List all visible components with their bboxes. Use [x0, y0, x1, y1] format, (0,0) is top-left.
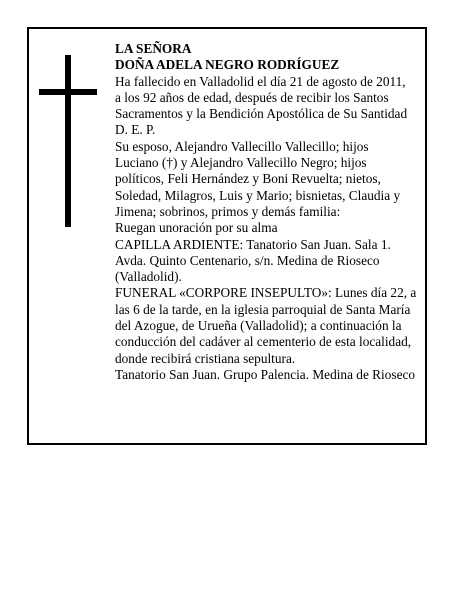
notice-body-line: conducción del cadáver al cementerio de esta localidad,	[115, 334, 412, 350]
notice-title-line: LA SEÑORA	[115, 41, 192, 56]
notice-text	[115, 41, 430, 383]
notice-body-line: a los 92 años de edad, después de recibir los Santos	[115, 89, 389, 105]
cross-vertical-bar	[65, 55, 71, 227]
notice-body-line: Su esposo, Alejandro Vallecillo Vallecillo; hijos	[115, 138, 369, 154]
notice-body-line: Ha fallecido en Valladolid el día 21 de agosto de 2011,	[115, 73, 406, 89]
notice-body-line: Jimena; sobrinos, primos y demás familia:	[115, 203, 341, 219]
notice-body-line: Luciano (†) y Alejandro Vallecillo Negro; hijos	[115, 155, 367, 171]
deceased-name: DOÑA ADELA NEGRO RODRÍGUEZ	[115, 57, 340, 73]
cross-horizontal-bar	[39, 89, 97, 95]
notice-body-line: Tanatorio San Juan. Grupo Palencia. Medina de Rioseco	[115, 366, 416, 382]
notice-body-line: CAPILLA ARDIENTE: Tanatorio San Juan. Sala 1.	[115, 236, 391, 252]
notice-body-line: D. E. P.	[115, 122, 156, 138]
latin-cross-icon	[39, 55, 97, 227]
notice-body-line: FUNERAL «CORPORE INSEPULTO»: Lunes día 22, a	[115, 285, 417, 301]
notice-body-line: Soledad, Milagros, Luis y Mario; bisnietas, Claudia y	[115, 187, 401, 203]
notice-body-line: del Azogue, de Urueña (Valladolid); a continuación la	[115, 318, 402, 334]
notice-body-line: políticos, Feli Hernández y Boni Revuelta; nietos,	[115, 171, 381, 187]
notice-body-line: Avda. Quinto Centenario, s/n. Medina de Rioseco	[115, 252, 380, 268]
notice-body-line: las 6 de la tarde, en la iglesia parroquial de Santa María	[115, 301, 411, 317]
notice-body-line: donde recibirá cristiana sepultura.	[115, 350, 296, 366]
notice-body-line: Sacramentos y la Bendición Apostólica de Su Santidad	[115, 106, 408, 122]
notice-body-line: (Valladolid).	[115, 269, 182, 285]
notice-body-line: Ruegan unoración por su alma	[115, 220, 278, 236]
obituary-notice	[27, 27, 427, 445]
